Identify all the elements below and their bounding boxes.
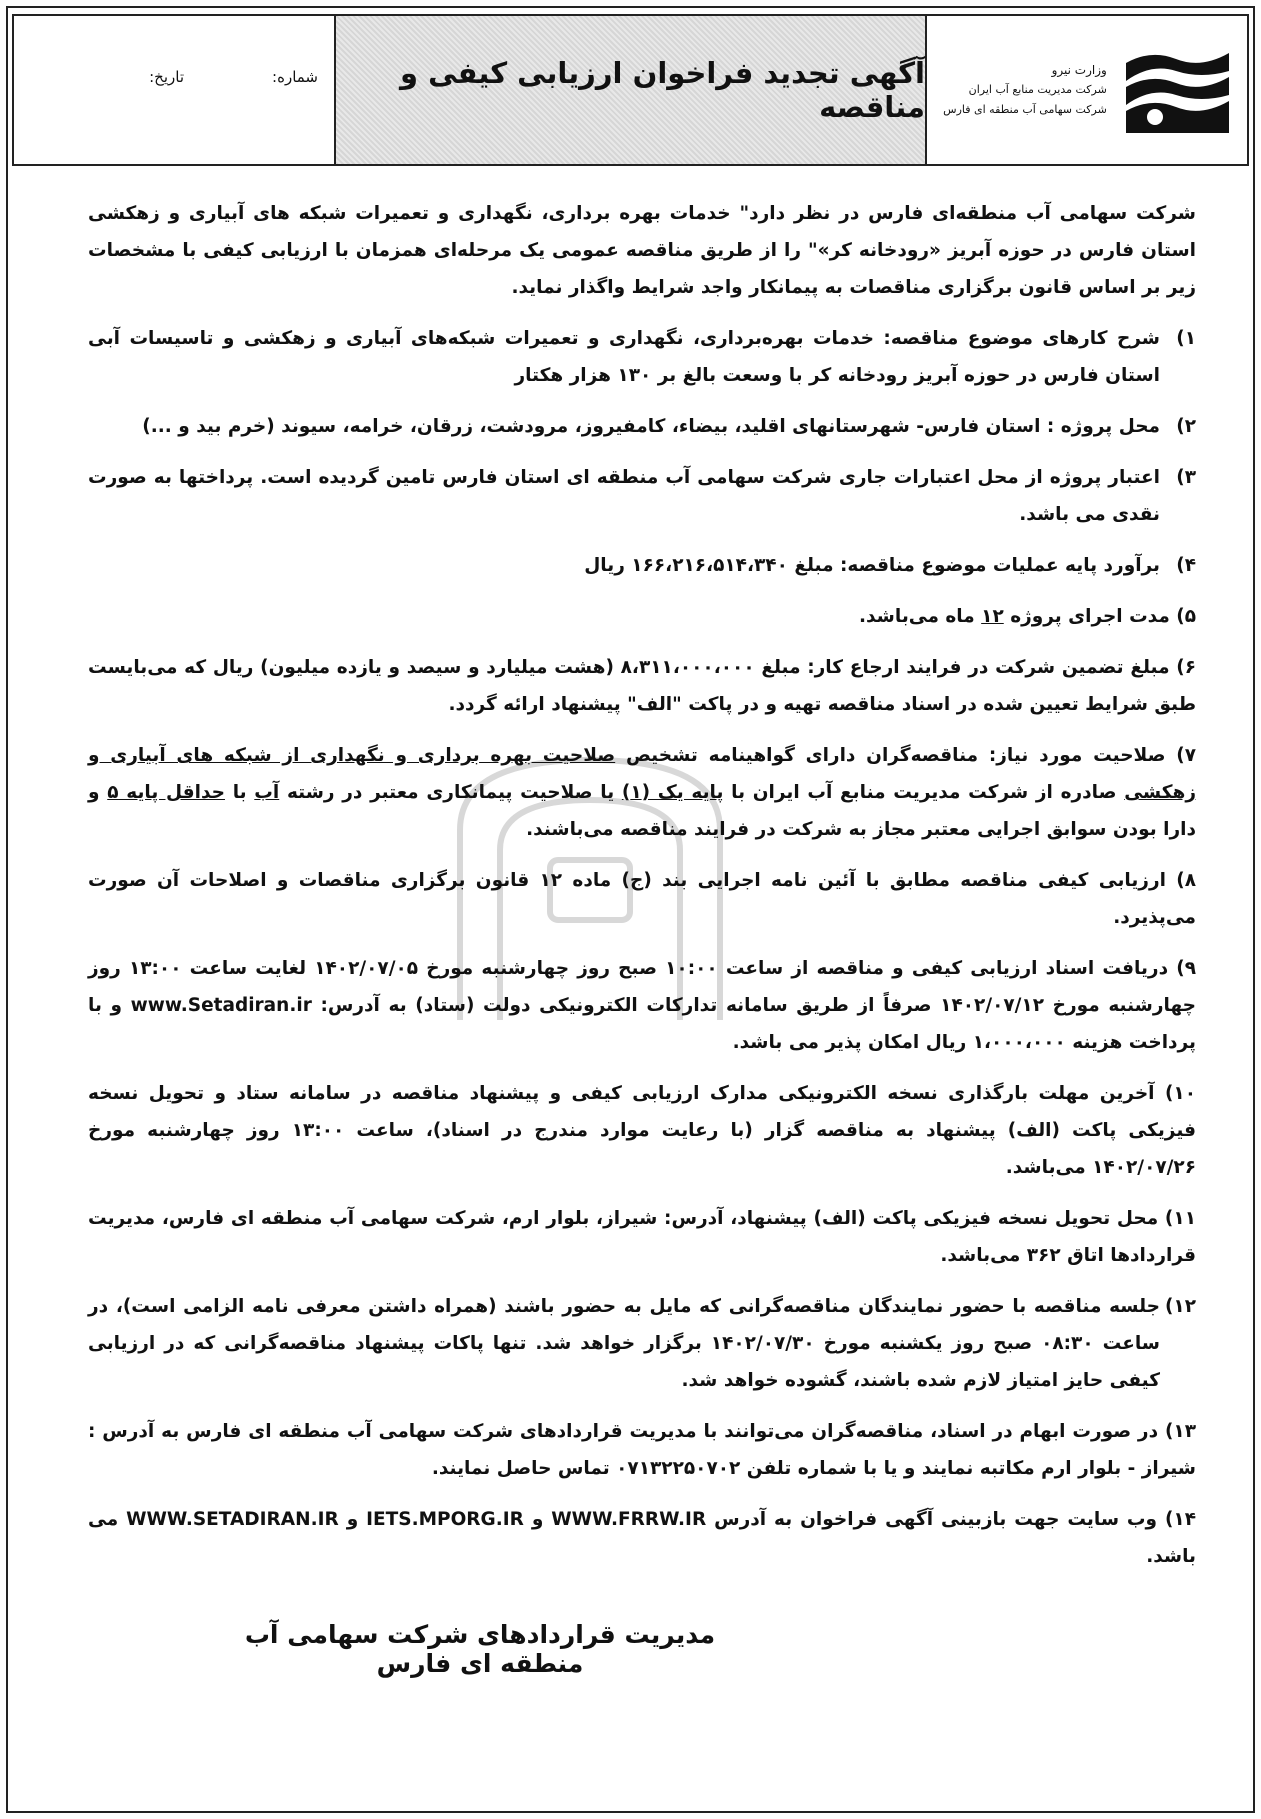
list-item: [88, 1288, 1196, 1399]
duration-prefix: ۵) مدت اجرای پروژه: [1003, 606, 1196, 627]
item-number: ۲): [1176, 416, 1196, 437]
list-item: [88, 408, 1196, 445]
item-delivery-place: ۱۱) محل تحویل نسخه فیزیکی پاکت (الف) پیشنهاد، آدرس: شیراز، بلوار ارم، شرکت سهامی آب منطقه ای فارس، مدیریت قراردادها اتاق ۳۶۲ می‌باشد.: [88, 1208, 1196, 1266]
qual-text-g: با: [224, 782, 255, 803]
intro-paragraph: شرکت سهامی آب منطقه‌ای فارس در نظر دارد" خدمات بهره برداری، نگهداری و تعمیرات شبکه های آبیاری و زهکشی استان فارس در حوزه آبریز «رودخانه کر»" را از طریق مناقصه عمومی یک مرحله‌ای همزمان با ارزیابی کیفی با مشخصات زیر بر اساس قانون برگزاری مناقصات به پیمانکار واجد شرایط واگذار نماید.: [88, 203, 1196, 298]
number-date-box: [14, 16, 336, 164]
web-text-a: ۱۴) وب سایت جهت بازبینی آگهی فراخوان به آدرس: [706, 1509, 1196, 1530]
item-number: ۴): [1176, 555, 1196, 576]
item-evaluation: ۸) ارزیابی کیفی مناقصه مطابق با آئین نامه اجرایی بند (ج) ماده ۱۲ قانون برگزاری مناقصات و اصلاحات آن صورت می‌پذیرد.: [88, 870, 1196, 928]
date-label: تاریخ:: [149, 68, 184, 86]
item-deadline: ۱۰) آخرین مهلت بارگذاری نسخه الکترونیکی مدارک ارزیابی کیفی و پیشنهاد مناقصه در سامانه ستاد و تحویل نسخه فیزیکی پاکت (الف) پیشنهاد به مناقصه گزار (با رعایت موارد مندرج در اسناد)، ساعت ۱۳:۰۰ روز چهارشنبه مورخ ۱۴۰۲/۰۷/۲۶ می‌باشد.: [88, 1083, 1196, 1178]
list-item: [88, 547, 1196, 584]
logo-text: [943, 60, 1107, 120]
item-text: اعتبار پروژه از محل اعتبارات جاری شرکت سهامی آب منطقه ای استان فارس تامین گردیده است. پرداختها به صورت نقدی می باشد.: [88, 467, 1160, 525]
item-duration: [88, 598, 1196, 635]
water-company-logo-icon: [1121, 45, 1231, 135]
docs-text-a: ۹) دریافت اسناد ارزیابی کیفی و مناقصه از ساعت ۱۰:۰۰ صبح روز چهارشنبه مورخ ۱۴۰۲/۰۷/۰۵ لغایت ساعت ۱۳:۰۰ روز چهارشنبه مورخ ۱۴۰۲/۰۷/۱۲ صرفاً از طریق سامانه تدارکات الکترونیکی دولت (ستاد) به آدرس:: [88, 958, 1196, 1016]
item-guarantee: ۶) مبلغ تضمین شرکت در فرایند ارجاع کار: مبلغ ۸،۳۱۱،۰۰۰،۰۰۰ (هشت میلیارد و سیصد و یازده میلیون) ریال که می‌بایست طبق شرایط تعیین شده در اسناد مناقصه تهیه و در پاکت "الف" پیشنهاد ارائه گردد.: [88, 657, 1196, 715]
duration-months: ۱۲: [981, 606, 1004, 627]
web-text-d: می باشد.: [88, 1509, 1196, 1567]
logo-block: [927, 16, 1247, 164]
item-text: شرح کارهای موضوع مناقصه: خدمات بهره‌برداری، نگهداری و تعمیرات شبکه‌های آبیاری و زهکشی و تاسیسات آبی استان فارس در حوزه آبریز رودخانه کر با وسعت بالغ بر ۱۳۰ هزار هکتار: [88, 328, 1160, 386]
header: [12, 14, 1249, 166]
logo-line-company: شرکت مدیریت منابع آب ایران: [968, 83, 1107, 96]
item-text: برآورد پایه عملیات موضوع مناقصه: مبلغ ۱۶۶،۲۱۶،۵۱۴،۳۴۰ ریال: [584, 555, 1160, 576]
item-text: جلسه مناقصه با حضور نمایندگان مناقصه‌گرانی که مایل به حضور باشند (همراه داشتن معرفی نامه الزامی است)، در ساعت ۰۸:۳۰ صبح روز یکشنبه مورخ ۱۴۰۲/۰۷/۳۰ برگزار خواهد شد. تنها پاکات پیشنهاد مناقصه‌گرانی که در ارزیابی کیفی حایز امتیاز لازم شده باشند، گشوده خواهد شد.: [88, 1296, 1160, 1391]
duration-suffix: ماه می‌باشد.: [858, 606, 982, 627]
docs-text-b: و با پرداخت هزینه ۱،۰۰۰،۰۰۰ ریال امکان پذیر می باشد.: [88, 995, 1196, 1053]
web-text-b: و: [523, 1509, 552, 1530]
item-number: ۱۲): [1164, 1296, 1196, 1317]
setad-link[interactable]: www.Setadiran.ir: [130, 995, 312, 1016]
frrw-link[interactable]: WWW.FRRW.IR: [551, 1509, 707, 1530]
logo-line-ministry: وزارت نیرو: [1051, 63, 1107, 77]
item-websites: [88, 1501, 1196, 1575]
item-qualification: [88, 737, 1196, 848]
qual-underlined-h: حداقل پایه ۵: [107, 782, 225, 803]
qual-text-c: صادره از شرکت مدیریت منابع آب ایران با: [723, 782, 1125, 803]
number-label: شماره:: [272, 68, 318, 86]
item-documents: [88, 950, 1196, 1061]
web-text-c: و: [338, 1509, 367, 1530]
item-inquiries: ۱۳) در صورت ابهام در اسناد، مناقصه‌گران می‌توانند با مدیریت قراردادهای شرکت سهامی آب منطقه ای فارس به آدرس : شیراز - بلوار ارم مکاتبه نمایند و یا با شماره تلفن ۰۷۱۳۲۲۵۰۷۰۲ تماس حاصل نمایند.: [88, 1421, 1196, 1479]
qual-text-i: و دارا بودن سوابق اجرایی معتبر مجاز به شرکت در فرایند مناقصه می‌باشند.: [88, 782, 1196, 840]
qual-underlined-b: صلاحیت بهره برداری و نگهداری از شبکه های آبیاری و زهکشی: [88, 745, 1196, 803]
list-item: [88, 459, 1196, 533]
list-item: [88, 320, 1196, 394]
qual-text-e: یا صلاحیت پیمانکاری معتبر در رشته: [279, 782, 622, 803]
item-text: محل پروژه : استان فارس- شهرستانهای اقلید، بیضاء، کامفیروز، مرودشت، زرقان، خرامه، سیوند (خرم بید و ...): [142, 416, 1160, 437]
setadiran-link[interactable]: WWW.SETADIRAN.IR: [126, 1509, 339, 1530]
title-box: [336, 16, 927, 164]
signature-line: مدیریت قراردادهای شرکت سهامی آب منطقه ای فارس: [244, 1620, 716, 1678]
qual-underlined-d: پایه یک (۱): [621, 782, 724, 803]
logo-line-regional: شرکت سهامی آب منطقه ای فارس: [943, 103, 1107, 116]
item-number: ۳): [1176, 467, 1196, 488]
page-title: آگهی تجدید فراخوان ارزیابی کیفی و مناقصه: [400, 56, 925, 124]
qual-underlined-f: آب: [254, 782, 280, 803]
item-number: ۱): [1176, 328, 1196, 349]
iets-link[interactable]: IETS.MPORG.IR: [366, 1509, 524, 1530]
announcement-body: [88, 195, 1196, 1589]
qual-text-a: ۷) صلاحیت مورد نیاز: مناقصه‌گران دارای گواهینامه تشخیص: [615, 745, 1196, 766]
